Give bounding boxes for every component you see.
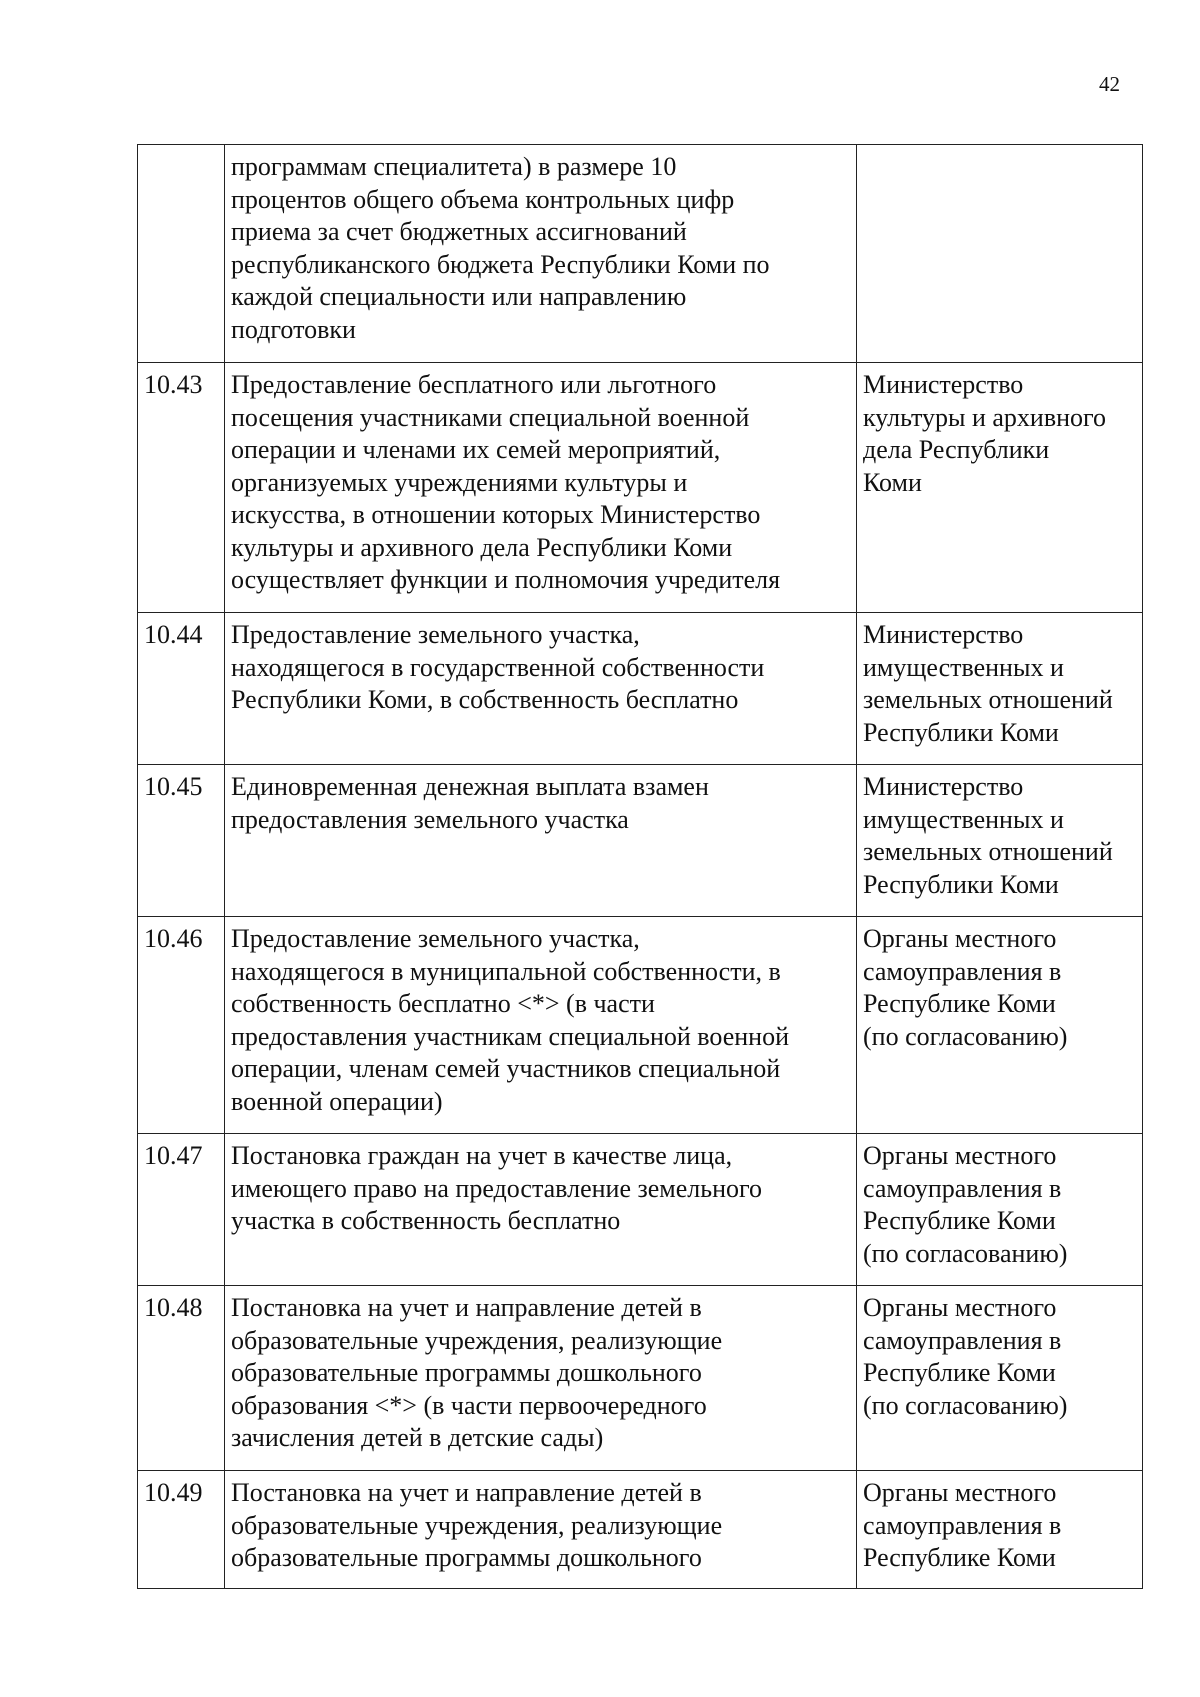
description-line: зачисления детей в детские сады) <box>231 1423 604 1452</box>
description-line: предоставления участникам специальной военной <box>231 1021 790 1051</box>
measure-description <box>225 1286 857 1471</box>
row-number: 10.49 <box>138 1471 225 1589</box>
responsible-organization <box>857 363 1143 613</box>
table-row <box>138 917 1143 1134</box>
description-line: собственность бесплатно <*> (в части <box>231 989 655 1018</box>
responsible-organization <box>857 145 1143 363</box>
table-row <box>138 145 1143 363</box>
organization-line: Органы местного <box>863 1478 1057 1507</box>
organization-line: самоуправления в <box>863 1510 1062 1540</box>
organization-line: самоуправления в <box>863 1325 1062 1355</box>
organization-line: Республике Коми <box>863 1206 1056 1235</box>
description-line: приема за счет бюджетных ассигнований <box>231 217 687 246</box>
table-row <box>138 1134 1143 1286</box>
responsible-organization <box>857 917 1143 1134</box>
description-line: Постановка граждан на учет в качестве лица, <box>231 1141 733 1170</box>
measure-description <box>225 145 857 363</box>
measure-description <box>225 1471 857 1589</box>
table-row <box>138 363 1143 613</box>
organization-line: самоуправления в <box>863 956 1062 986</box>
description-line: процентов общего объема контрольных цифр <box>231 184 735 214</box>
row-number: 10.43 <box>138 363 225 613</box>
table-row <box>138 1286 1143 1471</box>
organization-line: культуры и архивного <box>863 402 1107 432</box>
description-line: участка в собственность бесплатно <box>231 1206 621 1235</box>
row-number: 10.44 <box>138 613 225 765</box>
organization-line: Органы местного <box>863 924 1057 953</box>
organization-line: Коми <box>863 467 922 497</box>
organization-line: Органы местного <box>863 1293 1057 1322</box>
organization-line: (по согласованию) <box>863 1238 1068 1268</box>
description-line: Предоставление земельного участка, <box>231 620 640 649</box>
measures-table <box>137 144 1143 1589</box>
description-line: находящегося в муниципальной собственности, в <box>231 956 781 986</box>
description-line: республиканского бюджета Республики Коми по <box>231 249 770 279</box>
page-number: 42 <box>1099 72 1120 96</box>
organization-line: (по согласованию) <box>863 1021 1068 1051</box>
description-line: находящегося в государственной собственности <box>231 652 765 682</box>
description-line: посещения участниками специальной военной <box>231 402 750 432</box>
organization-line: имущественных и <box>863 804 1064 834</box>
responsible-organization <box>857 765 1143 917</box>
organization-line: Министерство <box>863 620 1024 649</box>
description-line: образовательные программы дошкольного <box>231 1543 702 1572</box>
description-line: подготовки <box>231 314 356 344</box>
measure-description <box>225 765 857 917</box>
description-line: искусства, в отношении которых Министерство <box>231 500 761 529</box>
description-line: имеющего право на предоставление земельного <box>231 1173 763 1203</box>
table-body <box>138 145 1143 1589</box>
organization-line: Республике Коми <box>863 1358 1056 1387</box>
description-line: образования <*> (в части первоочередного <box>231 1390 707 1420</box>
table-row <box>138 1471 1143 1589</box>
description-line: каждой специальности или направлению <box>231 282 687 311</box>
measure-description <box>225 917 857 1134</box>
organization-line: дела Республики <box>863 435 1050 464</box>
organization-line: Министерство <box>863 772 1024 801</box>
description-line: образовательные программы дошкольного <box>231 1358 702 1387</box>
organization-line: земельных отношений <box>863 837 1113 866</box>
description-line: организуемых учреждениями культуры и <box>231 467 688 497</box>
measure-description <box>225 613 857 765</box>
row-number: 10.46 <box>138 917 225 1134</box>
organization-line: Республики Коми <box>863 869 1059 899</box>
description-line: Постановка на учет и направление детей в <box>231 1478 702 1507</box>
organization-line: Органы местного <box>863 1141 1057 1170</box>
responsible-organization <box>857 1286 1143 1471</box>
description-line: операции, членам семей участников специальной <box>231 1054 781 1083</box>
description-line: Предоставление бесплатного или льготного <box>231 370 717 399</box>
description-line: Единовременная денежная выплата взамен <box>231 772 709 801</box>
row-number: 10.45 <box>138 765 225 917</box>
measure-description <box>225 363 857 613</box>
table-row <box>138 613 1143 765</box>
description-line: программам специалитета) в размере 10 <box>231 152 677 181</box>
organization-line: Министерство <box>863 370 1024 399</box>
organization-line: Республике Коми <box>863 1543 1056 1572</box>
description-line: военной операции) <box>231 1086 443 1116</box>
organization-line: земельных отношений <box>863 685 1113 714</box>
responsible-organization <box>857 1134 1143 1286</box>
description-line: операции и членами их семей мероприятий, <box>231 435 721 464</box>
description-line: культуры и архивного дела Республики Коми <box>231 532 733 562</box>
row-number: 10.48 <box>138 1286 225 1471</box>
description-line: предоставления земельного участка <box>231 804 629 834</box>
description-line: Постановка на учет и направление детей в <box>231 1293 702 1322</box>
organization-line: Республики Коми <box>863 717 1059 747</box>
row-number: 10.47 <box>138 1134 225 1286</box>
description-line: образовательные учреждения, реализующие <box>231 1510 723 1540</box>
responsible-organization <box>857 1471 1143 1589</box>
row-number <box>138 145 225 363</box>
description-line: образовательные учреждения, реализующие <box>231 1325 723 1355</box>
organization-line: имущественных и <box>863 652 1064 682</box>
organization-line: самоуправления в <box>863 1173 1062 1203</box>
table-row <box>138 765 1143 917</box>
description-line: Предоставление земельного участка, <box>231 924 640 953</box>
organization-line: (по согласованию) <box>863 1390 1068 1420</box>
description-line: осуществляет функции и полномочия учредителя <box>231 565 781 594</box>
responsible-organization <box>857 613 1143 765</box>
description-line: Республики Коми, в собственность бесплатно <box>231 685 739 714</box>
measure-description <box>225 1134 857 1286</box>
organization-line: Республике Коми <box>863 989 1056 1018</box>
